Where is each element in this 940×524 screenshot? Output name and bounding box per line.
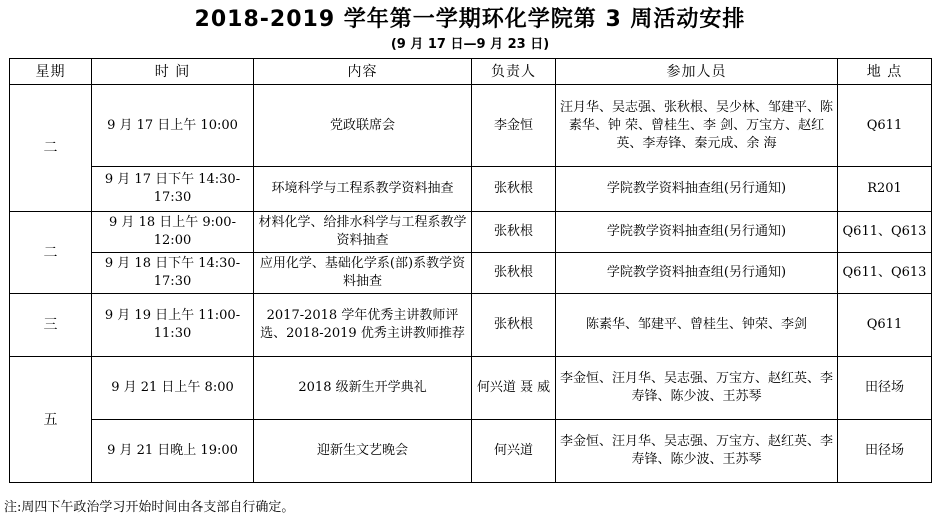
time-cell: 9 月 19 日上午 11:00-11:30	[92, 294, 254, 357]
leader-cell: 何兴道	[472, 420, 556, 483]
table-row	[10, 85, 932, 167]
header-content: 内容	[254, 59, 472, 85]
leader-cell: 张秋根	[472, 253, 556, 294]
header-participants: 参加人员	[556, 59, 838, 85]
leader-cell: 何兴道 聂 威	[472, 357, 556, 420]
content-cell: 环境科学与工程系教学资料抽查	[254, 167, 472, 212]
time-cell: 9 月 18 日下午 14:30-17:30	[92, 253, 254, 294]
place-cell: Q611、Q613	[838, 253, 932, 294]
participants-cell: 学院教学资料抽查组(另行通知)	[556, 212, 838, 253]
leader-cell: 张秋根	[472, 294, 556, 357]
schedule-table	[9, 58, 932, 483]
table-row	[10, 253, 932, 294]
header-row	[10, 59, 932, 85]
place-cell: 田径场	[838, 420, 932, 483]
participants-cell: 学院教学资料抽查组(另行通知)	[556, 167, 838, 212]
table-row	[10, 167, 932, 212]
content-cell: 党政联席会	[254, 85, 472, 167]
content-cell: 材料化学、给排水科学与工程系教学资料抽查	[254, 212, 472, 253]
weekday-cell: 二	[10, 85, 92, 212]
place-cell: Q611	[838, 294, 932, 357]
participants-cell: 汪月华、吴志强、张秋根、吴少林、邹建平、陈素华、钟 荣、曾桂生、李 剑、万宝方、赵红英、李寿锋、秦元成、余 海	[556, 85, 838, 167]
content-cell: 2018 级新生开学典礼	[254, 357, 472, 420]
time-cell: 9 月 17 日上午 10:00	[92, 85, 254, 167]
place-cell: Q611、Q613	[838, 212, 932, 253]
content-cell: 应用化学、基础化学系(部)系教学资料抽查	[254, 253, 472, 294]
leader-cell: 张秋根	[472, 167, 556, 212]
table-row	[10, 357, 932, 420]
participants-cell: 学院教学资料抽查组(另行通知)	[556, 253, 838, 294]
page-title: 2018-2019 学年第一学期环化学院第 3 周活动安排	[194, 7, 746, 32]
weekday-cell: 三	[10, 294, 92, 357]
time-cell: 9 月 18 日上午 9:00-12:00	[92, 212, 254, 253]
content-cell: 迎新生文艺晚会	[254, 420, 472, 483]
table-row	[10, 212, 932, 253]
leader-cell: 李金恒	[472, 85, 556, 167]
time-cell: 9 月 21 日晚上 19:00	[92, 420, 254, 483]
content-cell: 2017-2018 学年优秀主讲教师评选、2018-2019 优秀主讲教师推荐	[254, 294, 472, 357]
weekday-cell: 二	[10, 212, 92, 294]
place-cell: R201	[838, 167, 932, 212]
header-time: 时 间	[92, 59, 254, 85]
place-cell: Q611	[838, 85, 932, 167]
header-place: 地 点	[838, 59, 932, 85]
place-cell: 田径场	[838, 357, 932, 420]
table-row	[10, 294, 932, 357]
leader-cell: 张秋根	[472, 212, 556, 253]
table-row	[10, 420, 932, 483]
footnote: 注:周四下午政治学习开始时间由各支部自行确定。	[4, 500, 295, 515]
participants-cell: 李金恒、汪月华、吴志强、万宝方、赵红英、李寿锋、陈少波、王苏琴	[556, 420, 838, 483]
participants-cell: 陈素华、邹建平、曾桂生、钟荣、李剑	[556, 294, 838, 357]
date-range: (9 月 17 日—9 月 23 日)	[390, 37, 550, 52]
time-cell: 9 月 21 日上午 8:00	[92, 357, 254, 420]
weekday-cell: 五	[10, 357, 92, 483]
header-weekday: 星期	[10, 59, 92, 85]
participants-cell: 李金恒、汪月华、吴志强、万宝方、赵红英、李寿锋、陈少波、王苏琴	[556, 357, 838, 420]
time-cell: 9 月 17 日下午 14:30-17:30	[92, 167, 254, 212]
header-leader: 负责人	[472, 59, 556, 85]
